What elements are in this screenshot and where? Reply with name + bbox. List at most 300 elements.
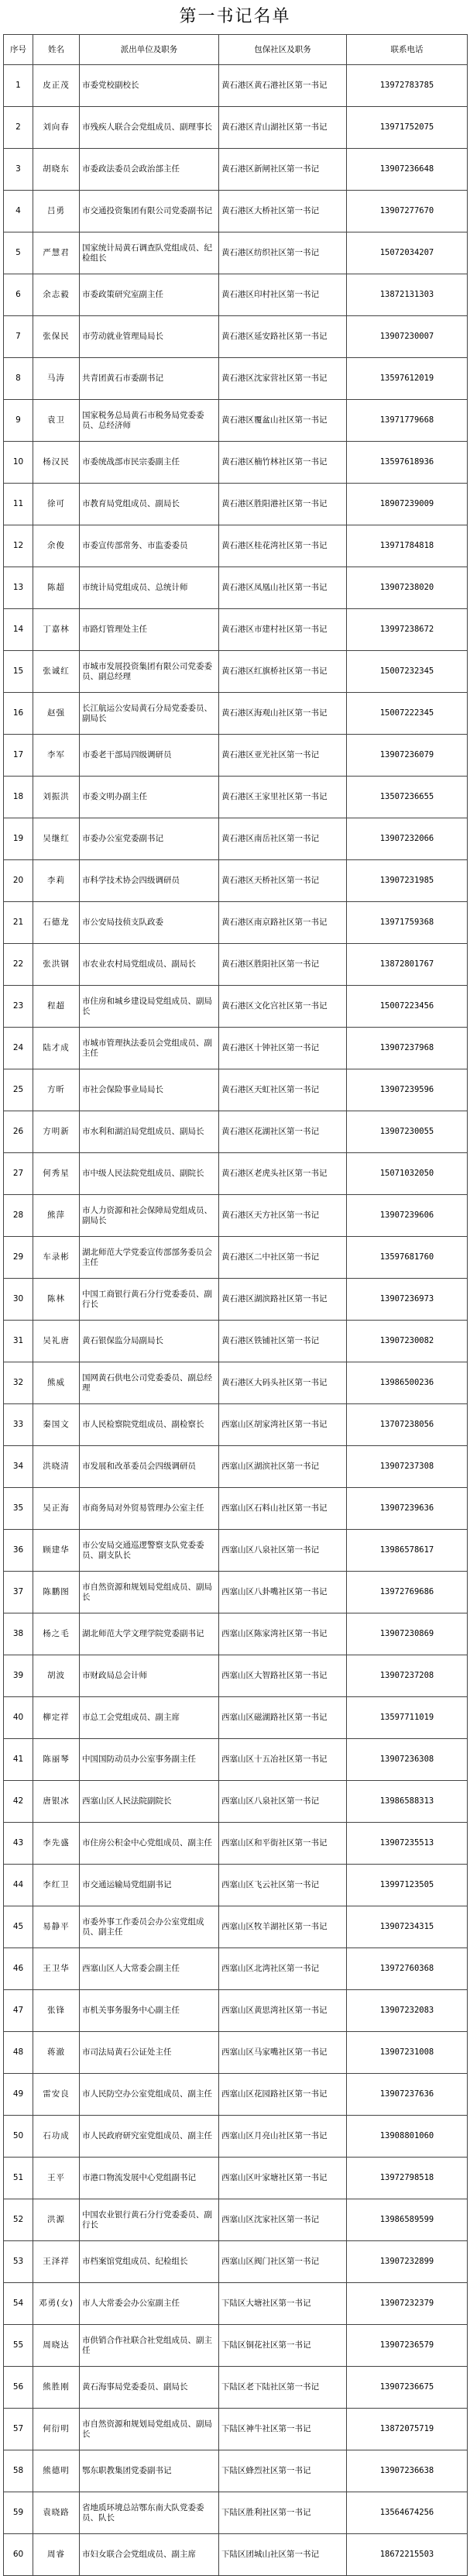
contact-phone: 13907230869 — [347, 1613, 468, 1655]
dispatch-unit: 市港口物流发展中心党组副书记 — [80, 2158, 219, 2199]
secretary-name: 杨汉民 — [33, 442, 80, 484]
row-number: 5 — [4, 232, 33, 274]
row-number: 2 — [4, 107, 33, 149]
table-row — [4, 1446, 468, 1488]
dispatch-unit: 中国工商银行黄石分行党委委员、副行长 — [80, 1279, 219, 1321]
secretary-name: 熊胜刚 — [33, 2367, 80, 2409]
assigned-community: 黄石港区大桥社区第一书记 — [219, 191, 347, 232]
table-body — [4, 65, 468, 2576]
table-header — [4, 35, 468, 65]
row-number: 26 — [4, 1111, 33, 1153]
secretary-name: 李莉 — [33, 860, 80, 902]
secretary-name: 胡晓东 — [33, 149, 80, 191]
assigned-community: 西塞山区叶家塘社区第一书记 — [219, 2158, 347, 2199]
secretary-name: 陈鹏图 — [33, 1572, 80, 1613]
contact-phone: 13907231985 — [347, 860, 468, 902]
table-row — [4, 1572, 468, 1613]
contact-phone: 13907236973 — [347, 1279, 468, 1321]
dispatch-unit: 中国农业银行黄石分行党委委员、副行长 — [80, 2199, 219, 2241]
assigned-community: 下陆区神牛社区第一书记 — [219, 2409, 347, 2450]
table-row — [4, 1321, 468, 1362]
table-row — [4, 1153, 468, 1195]
contact-phone: 13907237636 — [347, 2074, 468, 2116]
secretary-name: 熊威 — [33, 1362, 80, 1404]
secretary-name: 熊萍 — [33, 1195, 80, 1237]
table-row — [4, 1069, 468, 1111]
row-number: 15 — [4, 651, 33, 693]
table-row — [4, 1781, 468, 1823]
document-title: 第一书记名单 — [179, 7, 291, 26]
dispatch-unit: 市自然资源和规划局党组成员、副局长 — [80, 2409, 219, 2450]
row-number: 46 — [4, 1948, 33, 1990]
secretary-name: 唐银冰 — [33, 1781, 80, 1823]
secretary-name: 马涛 — [33, 358, 80, 400]
table-row — [4, 232, 468, 274]
row-number: 59 — [4, 2492, 33, 2534]
table-row — [4, 2283, 468, 2325]
dispatch-unit: 市机关事务服务中心副主任 — [80, 1990, 219, 2032]
table-row — [4, 735, 468, 777]
dispatch-unit: 市委老干部局四级调研员 — [80, 735, 219, 777]
assigned-community: 黄石港区天桥社区第一书记 — [219, 860, 347, 902]
row-number: 54 — [4, 2283, 33, 2325]
contact-phone: 13907238020 — [347, 567, 468, 609]
row-number: 4 — [4, 191, 33, 232]
table-row — [4, 609, 468, 651]
row-number: 7 — [4, 316, 33, 358]
table-row — [4, 191, 468, 232]
assigned-community: 黄石港区新闸社区第一书记 — [219, 149, 347, 191]
dispatch-unit: 市妇女联合会党组成员、副主席 — [80, 2534, 219, 2576]
row-number: 9 — [4, 400, 33, 442]
row-number: 20 — [4, 860, 33, 902]
table-row — [4, 400, 468, 442]
dispatch-unit: 市委政法委员会政治部主任 — [80, 149, 219, 191]
table-row — [4, 2032, 468, 2074]
assigned-community: 黄石港区天虹社区第一书记 — [219, 1069, 347, 1111]
table-row — [4, 1530, 468, 1572]
assigned-community: 黄石港区桂花湾社区第一书记 — [219, 525, 347, 567]
table-row — [4, 2367, 468, 2409]
assigned-community: 下陆区铜花社区第一书记 — [219, 2325, 347, 2367]
assigned-community: 下陆区老下陆社区第一书记 — [219, 2367, 347, 2409]
secretary-name: 洪晓清 — [33, 1446, 80, 1488]
contact-phone: 13907236675 — [347, 2367, 468, 2409]
assigned-community: 黄石港区凤凰山社区第一书记 — [219, 567, 347, 609]
secretary-name: 周睿 — [33, 2534, 80, 2576]
row-number: 33 — [4, 1404, 33, 1446]
dispatch-unit: 市供销合作社联合社党组成员、副主任 — [80, 2325, 219, 2367]
row-number: 39 — [4, 1655, 33, 1697]
secretary-name: 刘向春 — [33, 107, 80, 149]
table-row — [4, 986, 468, 1028]
dispatch-unit: 西塞山区人民法院副院长 — [80, 1781, 219, 1823]
row-number: 11 — [4, 484, 33, 525]
secretary-name: 方明新 — [33, 1111, 80, 1153]
secretary-name: 雷安良 — [33, 2074, 80, 2116]
dispatch-unit: 市人民防空办公室党组成员、副主任 — [80, 2074, 219, 2116]
dispatch-unit: 黄石海事局党委委员、副局长 — [80, 2367, 219, 2409]
assigned-community: 黄石港区天方社区第一书记 — [219, 1195, 347, 1237]
secretary-name: 易静平 — [33, 1906, 80, 1948]
secretary-name: 何衍明 — [33, 2409, 80, 2450]
row-number: 29 — [4, 1237, 33, 1279]
dispatch-unit: 市委外事工作委员会办公室党组成员、副主任 — [80, 1906, 219, 1948]
dispatch-unit: 市委政策研究室副主任 — [80, 274, 219, 316]
row-number: 51 — [4, 2158, 33, 2199]
secretary-name: 余志毅 — [33, 274, 80, 316]
contact-phone: 13971752075 — [347, 107, 468, 149]
contact-phone: 13907232066 — [347, 818, 468, 860]
assigned-community: 黄石港区胜阳社区第一书记 — [219, 944, 347, 986]
row-number: 50 — [4, 2116, 33, 2158]
assigned-community: 西塞山区胡家湾社区第一书记 — [219, 1404, 347, 1446]
secretary-name: 邓勇(女) — [33, 2283, 80, 2325]
assigned-community: 西塞山区大智路社区第一书记 — [219, 1655, 347, 1697]
assigned-community: 黄石港区胜阳港社区第一书记 — [219, 484, 347, 525]
row-number: 32 — [4, 1362, 33, 1404]
table-row — [4, 651, 468, 693]
assigned-community: 黄石港区文化宫社区第一书记 — [219, 986, 347, 1028]
table-row — [4, 149, 468, 191]
dispatch-unit: 市委宣传部常务、市监委委员 — [80, 525, 219, 567]
dispatch-unit: 市交通运输局党组副书记 — [80, 1865, 219, 1906]
row-number: 44 — [4, 1865, 33, 1906]
dispatch-unit: 市中级人民法院党组成员、副院长 — [80, 1153, 219, 1195]
row-number: 48 — [4, 2032, 33, 2074]
assigned-community: 黄石港区覆盆山社区第一书记 — [219, 400, 347, 442]
contact-phone: 13597618936 — [347, 442, 468, 484]
dispatch-unit: 市公安局交通巡逻警察支队党委委员、副支队长 — [80, 1530, 219, 1572]
assigned-community: 黄石港区花湖社区第一书记 — [219, 1111, 347, 1153]
assigned-community: 西塞山区花园路社区第一书记 — [219, 2074, 347, 2116]
assigned-community: 西塞山区马家嘴社区第一书记 — [219, 2032, 347, 2074]
secretary-name: 陈林 — [33, 1279, 80, 1321]
contact-phone: 13971779668 — [347, 400, 468, 442]
contact-phone: 13986578617 — [347, 1530, 468, 1572]
dispatch-unit: 湖北师范大学文理学院党委副书记 — [80, 1613, 219, 1655]
table-row — [4, 358, 468, 400]
row-number: 6 — [4, 274, 33, 316]
secretary-name: 车录彬 — [33, 1237, 80, 1279]
dispatch-unit: 鄂东职教集团党委副书记 — [80, 2450, 219, 2492]
table-row — [4, 1404, 468, 1446]
table-row — [4, 2158, 468, 2199]
contact-phone: 15072034207 — [347, 232, 468, 274]
table-row — [4, 525, 468, 567]
assigned-community: 西塞山区八卦嘴社区第一书记 — [219, 1572, 347, 1613]
contact-phone: 13907237208 — [347, 1655, 468, 1697]
assigned-community: 黄石港区二中社区第一书记 — [219, 1237, 347, 1279]
row-number: 27 — [4, 1153, 33, 1195]
dispatch-unit: 市人大常委会办公室副主任 — [80, 2283, 219, 2325]
row-number: 14 — [4, 609, 33, 651]
secretary-name: 袁晓路 — [33, 2492, 80, 2534]
row-number: 56 — [4, 2367, 33, 2409]
dispatch-unit: 省地质环境总站鄂东南大队党委委员、队长 — [80, 2492, 219, 2534]
assigned-community: 黄石港区海观山社区第一书记 — [219, 693, 347, 735]
table-row — [4, 2199, 468, 2241]
table-row — [4, 902, 468, 944]
row-number: 53 — [4, 2241, 33, 2283]
row-number: 47 — [4, 1990, 33, 2032]
secretary-name: 李军 — [33, 735, 80, 777]
assigned-community: 西塞山区陈家湾社区第一书记 — [219, 1613, 347, 1655]
secretary-name: 张保民 — [33, 316, 80, 358]
contact-phone: 13907239636 — [347, 1488, 468, 1530]
assigned-community: 黄石港区沈家营社区第一书记 — [219, 358, 347, 400]
row-number: 34 — [4, 1446, 33, 1488]
table-row — [4, 2325, 468, 2367]
secretary-name: 丁嘉林 — [33, 609, 80, 651]
table-row — [4, 944, 468, 986]
table-row — [4, 1948, 468, 1990]
secretary-roster-table — [3, 34, 468, 2576]
table-row — [4, 1655, 468, 1697]
table-row — [4, 567, 468, 609]
row-number: 17 — [4, 735, 33, 777]
dispatch-unit: 市人民政府研究室党组成员、副主任 — [80, 2116, 219, 2158]
contact-phone: 13907230082 — [347, 1321, 468, 1362]
row-number: 18 — [4, 777, 33, 818]
table-row — [4, 1697, 468, 1739]
dispatch-unit: 市交通投资集团有限公司党委副书记 — [80, 191, 219, 232]
contact-phone: 13907230055 — [347, 1111, 468, 1153]
dispatch-unit: 市水利和湖泊局党组成员、副局长 — [80, 1111, 219, 1153]
table-row — [4, 777, 468, 818]
row-number: 40 — [4, 1697, 33, 1739]
secretary-name: 蒋澈 — [33, 2032, 80, 2074]
dispatch-unit: 市司法局黄石公证处主任 — [80, 2032, 219, 2074]
table-row — [4, 860, 468, 902]
dispatch-unit: 市委文明办副主任 — [80, 777, 219, 818]
secretary-name: 秦国文 — [33, 1404, 80, 1446]
table-row — [4, 1823, 468, 1865]
dispatch-unit: 市城市发展投资集团有限公司党委委员、副总经理 — [80, 651, 219, 693]
contact-phone: 13564674256 — [347, 2492, 468, 2534]
row-number: 58 — [4, 2450, 33, 2492]
table-row — [4, 1362, 468, 1404]
table-row — [4, 2492, 468, 2534]
contact-phone: 13907236579 — [347, 2325, 468, 2367]
row-number: 52 — [4, 2199, 33, 2241]
secretary-name: 吴继红 — [33, 818, 80, 860]
secretary-name: 王泽祥 — [33, 2241, 80, 2283]
table-row — [4, 2241, 468, 2283]
assigned-community: 黄石港区南京路社区第一书记 — [219, 902, 347, 944]
secretary-name: 石德龙 — [33, 902, 80, 944]
secretary-name: 陈丽琴 — [33, 1739, 80, 1781]
secretary-name: 余俊 — [33, 525, 80, 567]
contact-phone: 13907237968 — [347, 1028, 468, 1069]
contact-phone: 13986589599 — [347, 2199, 468, 2241]
assigned-community: 下陆区团城山社区第一书记 — [219, 2534, 347, 2576]
row-number: 43 — [4, 1823, 33, 1865]
column-header-unit: 派出单位及职务 — [80, 35, 219, 65]
dispatch-unit: 市统计局党组成员、总统计师 — [80, 567, 219, 609]
contact-phone: 13907232379 — [347, 2283, 468, 2325]
table-row — [4, 1865, 468, 1906]
secretary-name: 石功成 — [33, 2116, 80, 2158]
row-number: 45 — [4, 1906, 33, 1948]
dispatch-unit: 市人力资源和社会保障局党组成员、副局长 — [80, 1195, 219, 1237]
header-row — [4, 35, 468, 65]
assigned-community: 黄石港区十钟社区第一书记 — [219, 1028, 347, 1069]
contact-phone: 13908801060 — [347, 2116, 468, 2158]
table-row — [4, 1906, 468, 1948]
contact-phone: 13907232899 — [347, 2241, 468, 2283]
dispatch-unit: 市公安局技侦支队政委 — [80, 902, 219, 944]
row-number: 19 — [4, 818, 33, 860]
assigned-community: 下陆区大塘社区第一书记 — [219, 2283, 347, 2325]
contact-phone: 13972769686 — [347, 1572, 468, 1613]
contact-phone: 15071032050 — [347, 1153, 468, 1195]
contact-phone: 13872131303 — [347, 274, 468, 316]
assigned-community: 西塞山区黄思湾社区第一书记 — [219, 1990, 347, 2032]
table-row — [4, 2074, 468, 2116]
contact-phone: 13907236308 — [347, 1739, 468, 1781]
assigned-community: 黄石港区青山湖社区第一书记 — [219, 107, 347, 149]
column-header-name: 姓名 — [33, 35, 80, 65]
dispatch-unit: 市城市管理执法委员会党组成员、副主任 — [80, 1028, 219, 1069]
dispatch-unit: 市住房公积金中心党组成员、副主任 — [80, 1823, 219, 1865]
secretary-name: 熊德明 — [33, 2450, 80, 2492]
row-number: 31 — [4, 1321, 33, 1362]
assigned-community: 西塞山区月亮山社区第一书记 — [219, 2116, 347, 2158]
row-number: 16 — [4, 693, 33, 735]
row-number: 13 — [4, 567, 33, 609]
contact-phone: 13907236648 — [347, 149, 468, 191]
table-row — [4, 107, 468, 149]
table-row — [4, 2450, 468, 2492]
row-number: 24 — [4, 1028, 33, 1069]
table-row — [4, 2116, 468, 2158]
contact-phone: 13907234315 — [347, 1906, 468, 1948]
table-row — [4, 274, 468, 316]
dispatch-unit: 市委党校副校长 — [80, 65, 219, 107]
assigned-community: 黄石港区亚光社区第一书记 — [219, 735, 347, 777]
dispatch-unit: 市人民检察院党组成员、副检察长 — [80, 1404, 219, 1446]
table-row — [4, 1279, 468, 1321]
table-row — [4, 1111, 468, 1153]
assigned-community: 黄石港区南岳社区第一书记 — [219, 818, 347, 860]
assigned-community: 西塞山区和平街社区第一书记 — [219, 1823, 347, 1865]
row-number: 42 — [4, 1781, 33, 1823]
row-number: 41 — [4, 1739, 33, 1781]
row-number: 23 — [4, 986, 33, 1028]
contact-phone: 15007222345 — [347, 693, 468, 735]
table-row — [4, 1195, 468, 1237]
contact-phone: 18672215503 — [347, 2534, 468, 2576]
assigned-community: 西塞山区八泉社区第一书记 — [219, 1530, 347, 1572]
assigned-community: 黄石港区老虎头社区第一书记 — [219, 1153, 347, 1195]
dispatch-unit: 市教育局党组成员、副局长 — [80, 484, 219, 525]
table-row — [4, 442, 468, 484]
assigned-community: 黄石港区楠竹林社区第一书记 — [219, 442, 347, 484]
dispatch-unit: 市委办公室党委副书记 — [80, 818, 219, 860]
dispatch-unit: 市档案馆党组成员、纪检组长 — [80, 2241, 219, 2283]
row-number: 30 — [4, 1279, 33, 1321]
contact-phone: 13986588313 — [347, 1781, 468, 1823]
contact-phone: 15007223456 — [347, 986, 468, 1028]
table-row — [4, 1990, 468, 2032]
table-row — [4, 2409, 468, 2450]
contact-phone: 13907239596 — [347, 1069, 468, 1111]
dispatch-unit: 市商务局对外贸易管理办公室主任 — [80, 1488, 219, 1530]
assigned-community: 黄石港区印村社区第一书记 — [219, 274, 347, 316]
contact-phone: 13986500236 — [347, 1362, 468, 1404]
dispatch-unit: 市劳动就业管理局局长 — [80, 316, 219, 358]
contact-phone: 13997238672 — [347, 609, 468, 651]
row-number: 37 — [4, 1572, 33, 1613]
contact-phone: 13907277670 — [347, 191, 468, 232]
dispatch-unit: 市科学技术协会四级调研员 — [80, 860, 219, 902]
row-number: 28 — [4, 1195, 33, 1237]
secretary-name: 袁卫 — [33, 400, 80, 442]
assigned-community: 西塞山区八泉社区第一书记 — [219, 1781, 347, 1823]
row-number: 25 — [4, 1069, 33, 1111]
assigned-community: 黄石港区市建村社区第一书记 — [219, 609, 347, 651]
row-number: 8 — [4, 358, 33, 400]
contact-phone: 13907236638 — [347, 2450, 468, 2492]
table-row — [4, 818, 468, 860]
assigned-community: 西塞山区牧羊湖社区第一书记 — [219, 1906, 347, 1948]
row-number: 38 — [4, 1613, 33, 1655]
secretary-name: 吴礼唐 — [33, 1321, 80, 1362]
secretary-name: 周晓达 — [33, 2325, 80, 2367]
secretary-name: 皮正茂 — [33, 65, 80, 107]
assigned-community: 下陆区蜂烈社区第一书记 — [219, 2450, 347, 2492]
assigned-community: 西塞山区磁湖路社区第一书记 — [219, 1697, 347, 1739]
table-row — [4, 484, 468, 525]
row-number: 35 — [4, 1488, 33, 1530]
assigned-community: 黄石港区铁铺社区第一书记 — [219, 1321, 347, 1362]
row-number: 49 — [4, 2074, 33, 2116]
contact-phone: 13907236079 — [347, 735, 468, 777]
contact-phone: 13907237308 — [347, 1446, 468, 1488]
dispatch-unit: 市路灯管理处主任 — [80, 609, 219, 651]
contact-phone: 13872801767 — [347, 944, 468, 986]
assigned-community: 西塞山区湖滨社区第一书记 — [219, 1446, 347, 1488]
secretary-name: 陆才成 — [33, 1028, 80, 1069]
assigned-community: 下陆区胜利社区第一书记 — [219, 2492, 347, 2534]
secretary-name: 赵强 — [33, 693, 80, 735]
dispatch-unit: 市残疾人联合会党组成员、副理事长 — [80, 107, 219, 149]
secretary-name: 王卫华 — [33, 1948, 80, 1990]
dispatch-unit: 中国国防动员办公室事务副主任 — [80, 1739, 219, 1781]
secretary-name: 吴正海 — [33, 1488, 80, 1530]
contact-phone: 13597711019 — [347, 1697, 468, 1739]
dispatch-unit: 国网黄石供电公司党委委员、副总经理 — [80, 1362, 219, 1404]
assigned-community: 西塞山区北湾社区第一书记 — [219, 1948, 347, 1990]
assigned-community: 黄石港区黄石港社区第一书记 — [219, 65, 347, 107]
assigned-community: 西塞山区十五冶社区第一书记 — [219, 1739, 347, 1781]
assigned-community: 黄石港区大码头社区第一书记 — [219, 1362, 347, 1404]
table-row — [4, 65, 468, 107]
column-header-phone: 联系电话 — [347, 35, 468, 65]
row-number: 60 — [4, 2534, 33, 2576]
row-number: 1 — [4, 65, 33, 107]
dispatch-unit: 市社会保险事业局局长 — [80, 1069, 219, 1111]
contact-phone: 18907239009 — [347, 484, 468, 525]
contact-phone: 13997123505 — [347, 1865, 468, 1906]
dispatch-unit: 市委统战部市民宗委副主任 — [80, 442, 219, 484]
secretary-name: 严慧君 — [33, 232, 80, 274]
dispatch-unit: 国家税务总局黄石市税务局党委委员、总经济师 — [80, 400, 219, 442]
secretary-name: 方昕 — [33, 1069, 80, 1111]
assigned-community: 西塞山区飞云社区第一书记 — [219, 1865, 347, 1906]
secretary-name: 杨之毛 — [33, 1613, 80, 1655]
